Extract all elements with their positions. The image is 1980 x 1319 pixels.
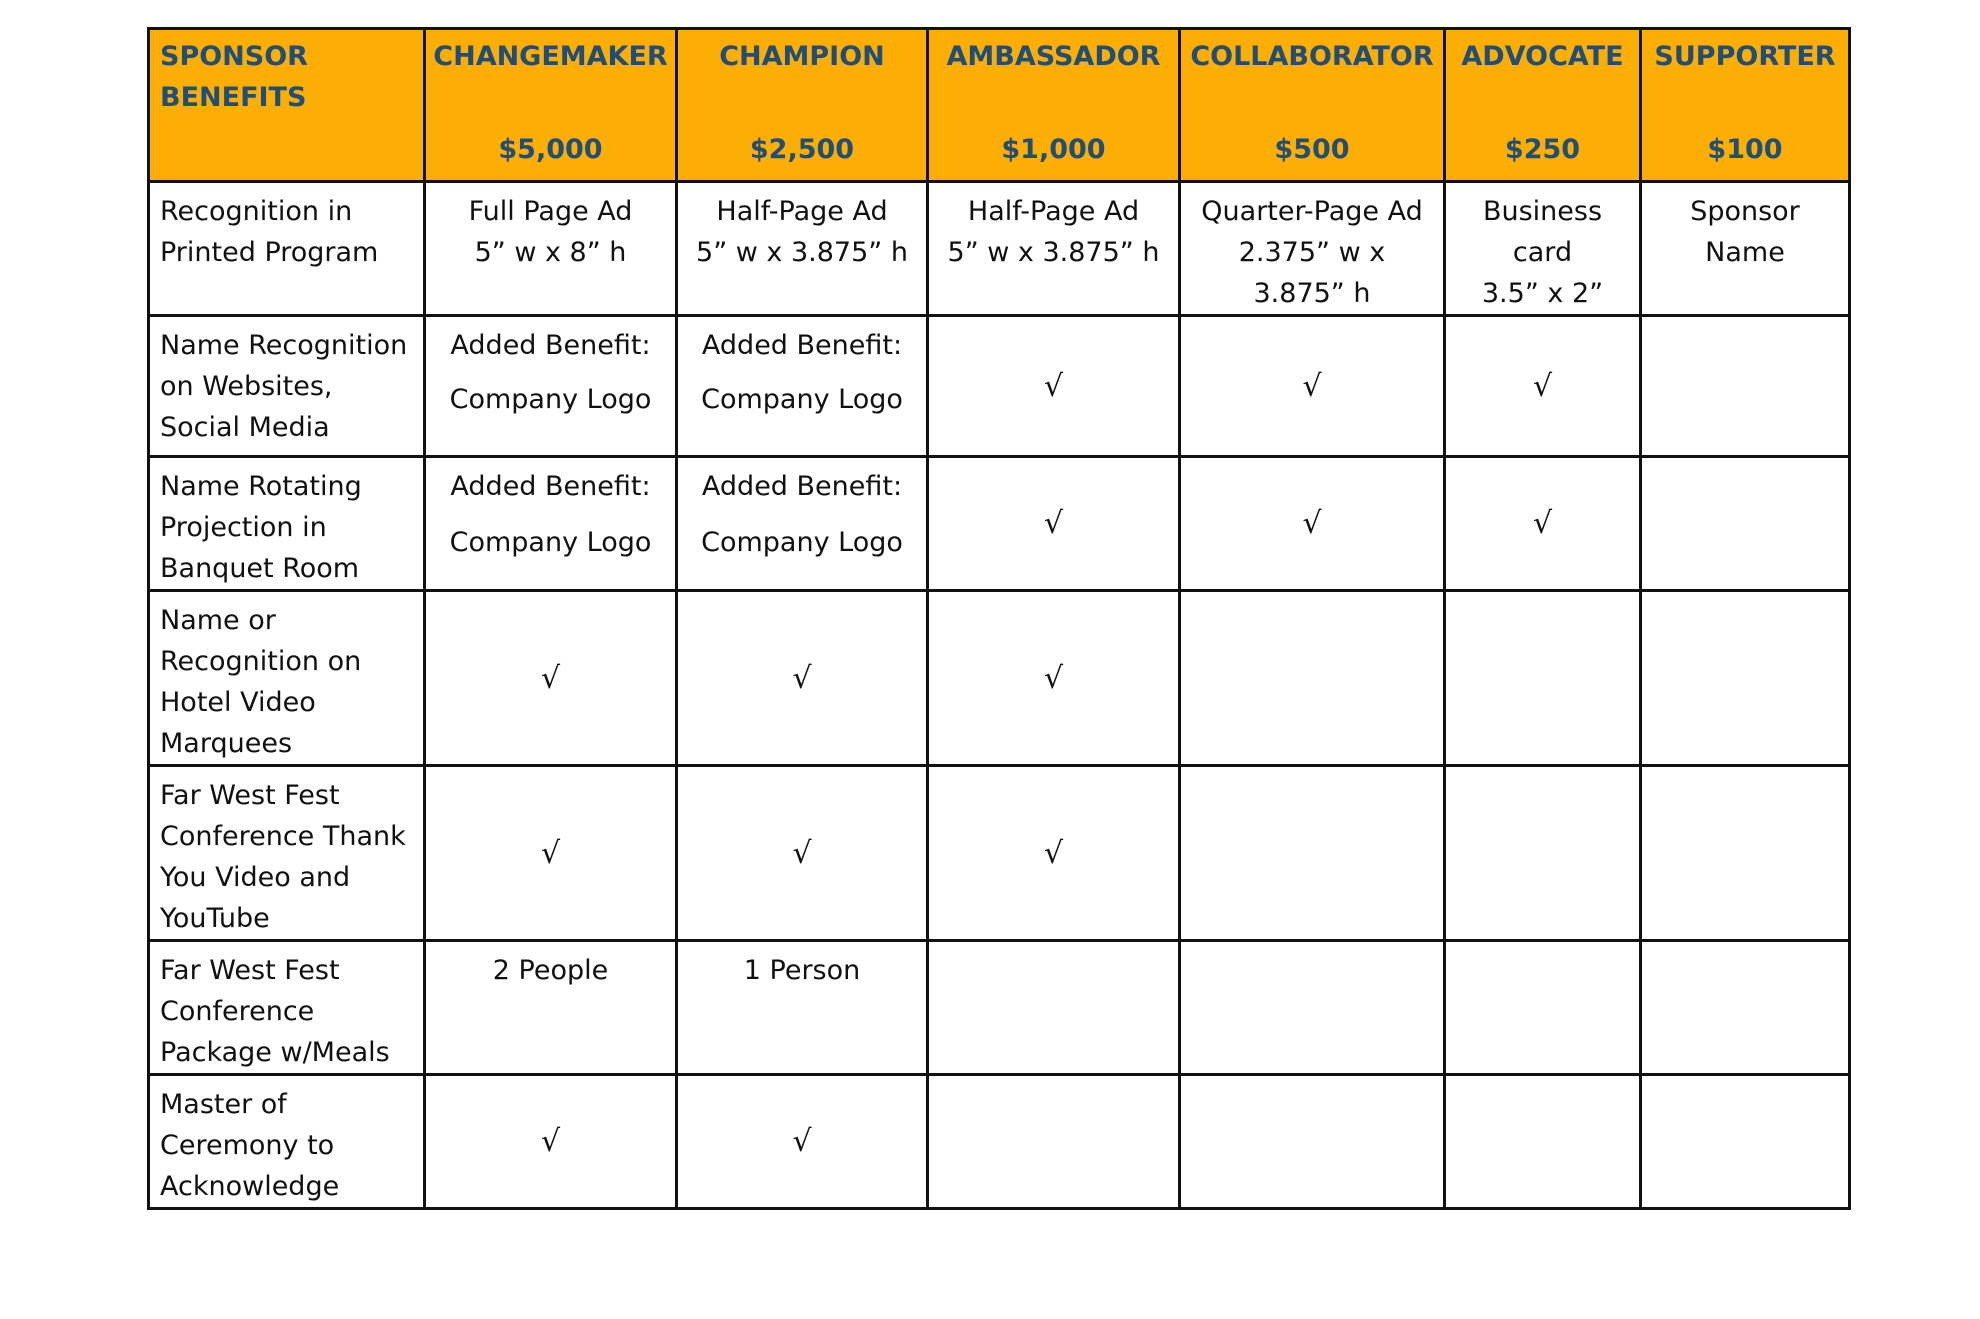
empty-cell (1641, 457, 1850, 591)
cell-text-line: 2 People (492, 955, 609, 986)
cell-text-line: Quarter-Page Ad (1201, 196, 1423, 227)
header-tier-champion (677, 29, 928, 182)
tier-name: CHAMPION (719, 41, 885, 72)
check-cell (928, 766, 1180, 941)
check-cell (425, 591, 677, 766)
tier-price: $500 (1274, 134, 1350, 165)
check-mark-icon: √ (1043, 506, 1064, 541)
benefit-cell (1445, 182, 1641, 316)
check-cell (1445, 316, 1641, 457)
empty-cell (1641, 941, 1850, 1075)
check-mark-icon: √ (1043, 660, 1064, 696)
table-row (149, 591, 1850, 766)
table-row (149, 457, 1850, 591)
check-cell (677, 1075, 928, 1209)
check-mark-icon: √ (1532, 506, 1553, 541)
line-gap (678, 366, 926, 379)
check-cell (677, 591, 928, 766)
empty-cell (1180, 766, 1445, 941)
cell-text-line: Company Logo (701, 527, 903, 558)
tier-price: $5,000 (498, 134, 603, 165)
cell-text-line: Company Logo (701, 384, 903, 415)
cell-text-line: 3.875” h (1253, 278, 1371, 309)
table-row (149, 1075, 1850, 1209)
benefit-label: Far West Fest Conference Thank You Video and YouTube (149, 766, 425, 941)
cell-text-line: Added Benefit: (701, 330, 903, 361)
empty-cell (1180, 941, 1445, 1075)
cell-text-line: 5” w x 8” h (474, 237, 627, 268)
check-mark-icon: √ (1302, 506, 1322, 541)
cell-text-line: Full Page Ad (468, 196, 633, 227)
benefit-cell (928, 182, 1180, 316)
benefit-cell (425, 457, 677, 591)
empty-cell (1641, 591, 1850, 766)
tier-price: $1,000 (1001, 134, 1106, 165)
benefit-label: Name or Recognition on Hotel Video Marquees (149, 591, 425, 766)
tier-name: COLLABORATOR (1190, 41, 1434, 72)
table-row (149, 941, 1850, 1075)
benefit-cell (677, 182, 928, 316)
check-mark-icon: √ (1302, 368, 1322, 404)
check-cell (1180, 457, 1445, 591)
benefit-cell (425, 316, 677, 457)
benefit-label: Far West Fest Conference Package w/Meals (149, 941, 425, 1075)
header-tier-changemaker (425, 29, 677, 182)
benefit-cell (425, 182, 677, 316)
header-tier-collaborator (1180, 29, 1445, 182)
check-mark-icon: √ (540, 660, 561, 696)
header-sponsor-benefits-label: SPONSOR BENEFITS (160, 41, 308, 113)
line-gap (678, 507, 926, 522)
check-cell (425, 766, 677, 941)
cell-text-line: Added Benefit: (701, 471, 903, 502)
header-row (149, 29, 1850, 182)
benefit-cell (425, 941, 677, 1075)
benefit-label: Master of Ceremony to Acknowledge (149, 1075, 425, 1209)
benefit-label: Recognition in Printed Program (149, 182, 425, 316)
header-tier-ambassador (928, 29, 1180, 182)
check-mark-icon: √ (792, 660, 812, 696)
empty-cell (1180, 1075, 1445, 1209)
check-cell (928, 316, 1180, 457)
cell-text-line: Sponsor (1690, 196, 1800, 227)
check-cell (1180, 316, 1445, 457)
benefit-cell (677, 316, 928, 457)
cell-text-line: 1 Person (743, 955, 861, 986)
table-row (149, 766, 1850, 941)
cell-text-line: Business (1482, 196, 1603, 227)
cell-text-line: 5” w x 3.875” h (947, 237, 1160, 268)
tier-name: AMBASSADOR (946, 41, 1161, 72)
cell-text-line: Name (1705, 237, 1785, 268)
empty-cell (1445, 941, 1641, 1075)
empty-cell (928, 941, 1180, 1075)
cell-text-line: 5” w x 3.875” h (696, 237, 908, 268)
empty-cell (1641, 316, 1850, 457)
check-cell (928, 457, 1180, 591)
empty-cell (1641, 1075, 1850, 1209)
tier-name: ADVOCATE (1461, 41, 1624, 72)
empty-cell (1445, 1075, 1641, 1209)
benefit-label: Name Recognition on Websites, Social Media (149, 316, 425, 457)
benefit-label: Name Rotating Projection in Banquet Room (149, 457, 425, 591)
tier-name: CHANGEMAKER (433, 41, 668, 72)
empty-cell (1445, 591, 1641, 766)
cell-text-line: Half-Page Ad (967, 196, 1140, 227)
benefit-cell (677, 457, 928, 591)
sponsor-benefits-table (147, 27, 1851, 1210)
header-tier-supporter (1641, 29, 1850, 182)
tier-price: $250 (1504, 134, 1581, 165)
benefit-cell (677, 941, 928, 1075)
cell-text-line: Company Logo (449, 384, 652, 415)
benefit-cell (1180, 182, 1445, 316)
header-sponsor-benefits (149, 29, 425, 182)
check-cell (928, 591, 1180, 766)
check-mark-icon: √ (1532, 368, 1553, 404)
empty-cell (1641, 766, 1850, 941)
tier-price: $100 (1707, 134, 1783, 165)
cell-text-line: 3.5” x 2” (1481, 278, 1604, 309)
line-gap (426, 366, 675, 379)
cell-text-line: Added Benefit: (450, 330, 651, 361)
empty-cell (1180, 591, 1445, 766)
tier-name: SUPPORTER (1654, 41, 1836, 72)
line-gap (426, 507, 675, 522)
cell-text-line: card (1512, 237, 1573, 268)
empty-cell (1445, 766, 1641, 941)
cell-text-line: Company Logo (449, 527, 652, 558)
check-mark-icon: √ (540, 1124, 561, 1159)
check-mark-icon: √ (792, 1124, 812, 1159)
table-body (149, 182, 1850, 1209)
cell-text-line: Added Benefit: (450, 471, 651, 502)
empty-cell (928, 1075, 1180, 1209)
tier-price: $2,500 (749, 134, 855, 165)
header-tier-advocate (1445, 29, 1641, 182)
cell-text-line: Half-Page Ad (716, 196, 888, 227)
check-mark-icon: √ (1043, 368, 1064, 404)
check-mark-icon: √ (540, 835, 561, 871)
check-cell (677, 766, 928, 941)
table-row (149, 316, 1850, 457)
benefit-cell (1641, 182, 1850, 316)
check-mark-icon: √ (1043, 835, 1064, 871)
cell-text-line: 2.375” w x (1238, 237, 1386, 268)
check-mark-icon: √ (792, 835, 812, 871)
check-cell (1445, 457, 1641, 591)
table-row (149, 182, 1850, 316)
check-cell (425, 1075, 677, 1209)
